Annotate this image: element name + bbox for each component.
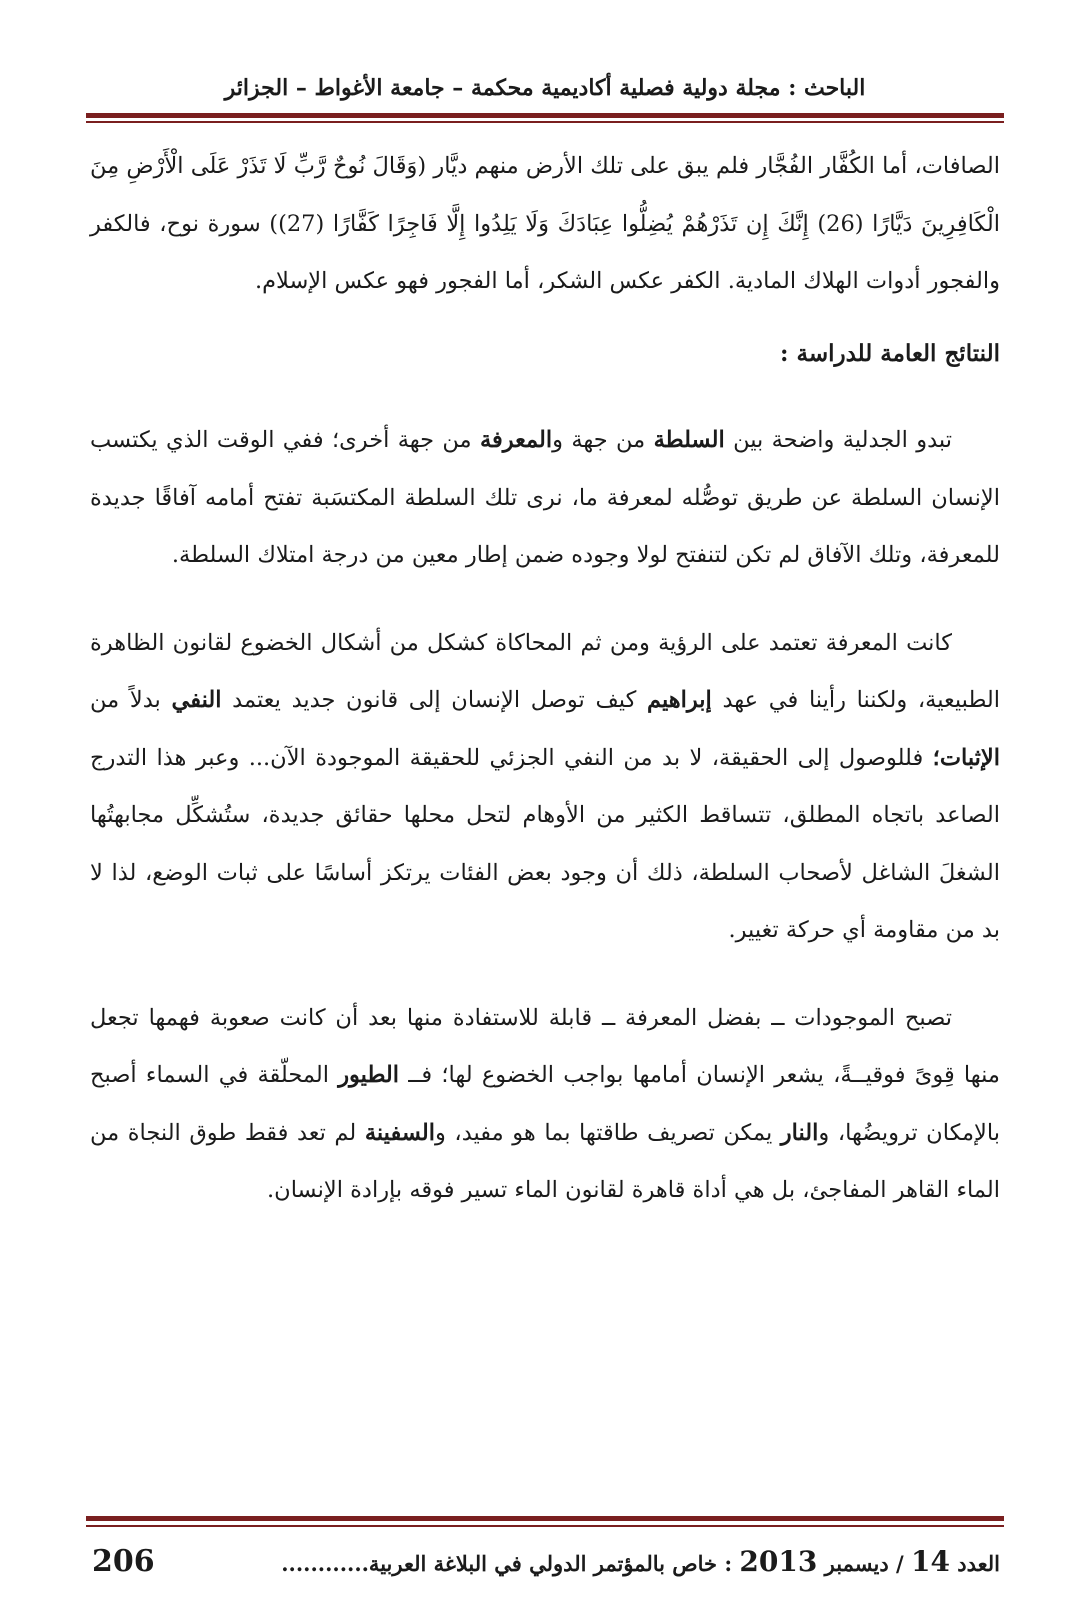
conference-note: : خاص بالمؤتمر الدولي في البلاغة العربية............: [281, 1551, 740, 1576]
paragraph-existences: [90, 990, 1000, 1220]
running-header: الباحث : مجلة دولية فصلية أكاديمية محكمة – جامعة الأغواط – الجزائر: [224, 75, 866, 101]
issue-number: 14: [910, 1545, 950, 1578]
bold-term: المعرفة: [479, 427, 553, 453]
header-rule-thick: [86, 113, 1004, 118]
text-run: من جهة و: [552, 427, 654, 453]
text-run: لم تعد فقط طوق النجاة من الماء القاهر المفاجئ، بل هي أداة قاهرة لقانون الماء تسير فوقه بإرادة الإنسان.: [90, 1119, 1000, 1203]
text-run: كيف توصل الإنسان إلى قانون جديد يعتمد: [221, 687, 647, 713]
text-run: من جهة أخرى؛ ففي الوقت الذي يكتسب الإنسان السلطة عن طريق توصُّله لمعرفة ما، نرى تلك السلطة المكتسَبة تفتح أمامه آفاقًا جديدة للمعرفة، وتلك الآفاق لم تكن لتنفتح لولا وجوده ضمن إطار معين من درجة امتلاك السلطة.: [90, 427, 1000, 568]
footer-rule-thick: [86, 1516, 1004, 1521]
body-text: [90, 138, 1000, 1220]
header-rule-thin: [86, 121, 1004, 123]
footer-issue-info: [281, 1545, 1000, 1578]
issue-label: العدد: [949, 1551, 1000, 1576]
page-footer: [92, 1544, 1000, 1590]
paragraph-ibrahim: [90, 615, 1000, 960]
text-run: تصبح الموجودات ــ بفضل المعرفة ــ قابلة للاستفادة منها بعد أن كانت صعوبة فهمها تجعل منها قِوىً فوقيــةً، يشعر الإنسان أمامها بواجب الخضوع لها؛ فــ: [90, 1004, 1000, 1088]
bold-term: السلطة: [653, 427, 725, 453]
text-run: المحلّقة في السماء أصبح بالإمكان ترويضُها، و: [90, 1062, 1000, 1146]
bold-term: إبراهيم: [646, 687, 712, 713]
bold-term: النار: [780, 1119, 819, 1146]
paragraph-power-knowledge: [90, 412, 1000, 585]
text-run: بدلاً من: [90, 687, 172, 713]
text-run: يمكن تصريف طاقتها بما هو مفيد، و: [435, 1119, 781, 1146]
issue-month: / ديسمبر: [817, 1551, 911, 1576]
section-heading: النتائج العامة للدراسة :: [780, 339, 1000, 367]
issue-year: 2013: [739, 1545, 818, 1578]
bold-term: الإثبات؛: [932, 744, 1000, 771]
bold-term: السفينة: [364, 1119, 436, 1146]
paragraph-quran-quote: الصافات، أما الكُفَّار الفُجَّار فلم يبق على تلك الأرض منهم ديَّار (وَقَالَ نُوحٌ رَّبِّ لَا تَذَرْ عَلَى الْأَرْضِ مِنَ الْكَافِرِينَ دَيَّارًا (26) إِنَّكَ إِن تَذَرْهُمْ يُضِلُّوا عِبَادَكَ وَلَا يَلِدُوا إِلَّا فَاجِرًا كَفَّارًا (27)) سورة نوح، فالكفر والفجور أدوات الهلاك المادية. الكفر عكس الشكر، أما الفجور فهو عكس الإسلام.: [90, 153, 1000, 294]
page-number: 206: [92, 1544, 155, 1579]
bold-term: الطيور: [338, 1062, 400, 1088]
footer-rule-thin: [86, 1525, 1004, 1527]
text-run: فللوصول إلى الحقيقة، لا بد من النفي الجزئي للحقيقة الموجودة الآن... وعبر هذا التدرج الصاعد باتجاه المطلق، تتساقط الكثير من الأوهام لتحل محلها حقائق جديدة، ستُشكِّل مجابهتُها الشغلَ الشاغل لأصحاب السلطة، ذلك أن وجود بعض الفئات يرتكز أساسًا على ثبات الوضع، لذا لا بد من مقاومة أي حركة تغيير.: [90, 744, 1000, 943]
text-run: كانت المعرفة تعتمد على الرؤية ومن ثم المحاكاة كشكل من أشكال الخضوع لقانون الظاهرة الطبيعية، ولكننا رأينا في عهد: [90, 629, 1001, 713]
text-run: تبدو الجدلية واضحة بين: [724, 427, 952, 453]
bold-term: النفي: [171, 687, 222, 713]
